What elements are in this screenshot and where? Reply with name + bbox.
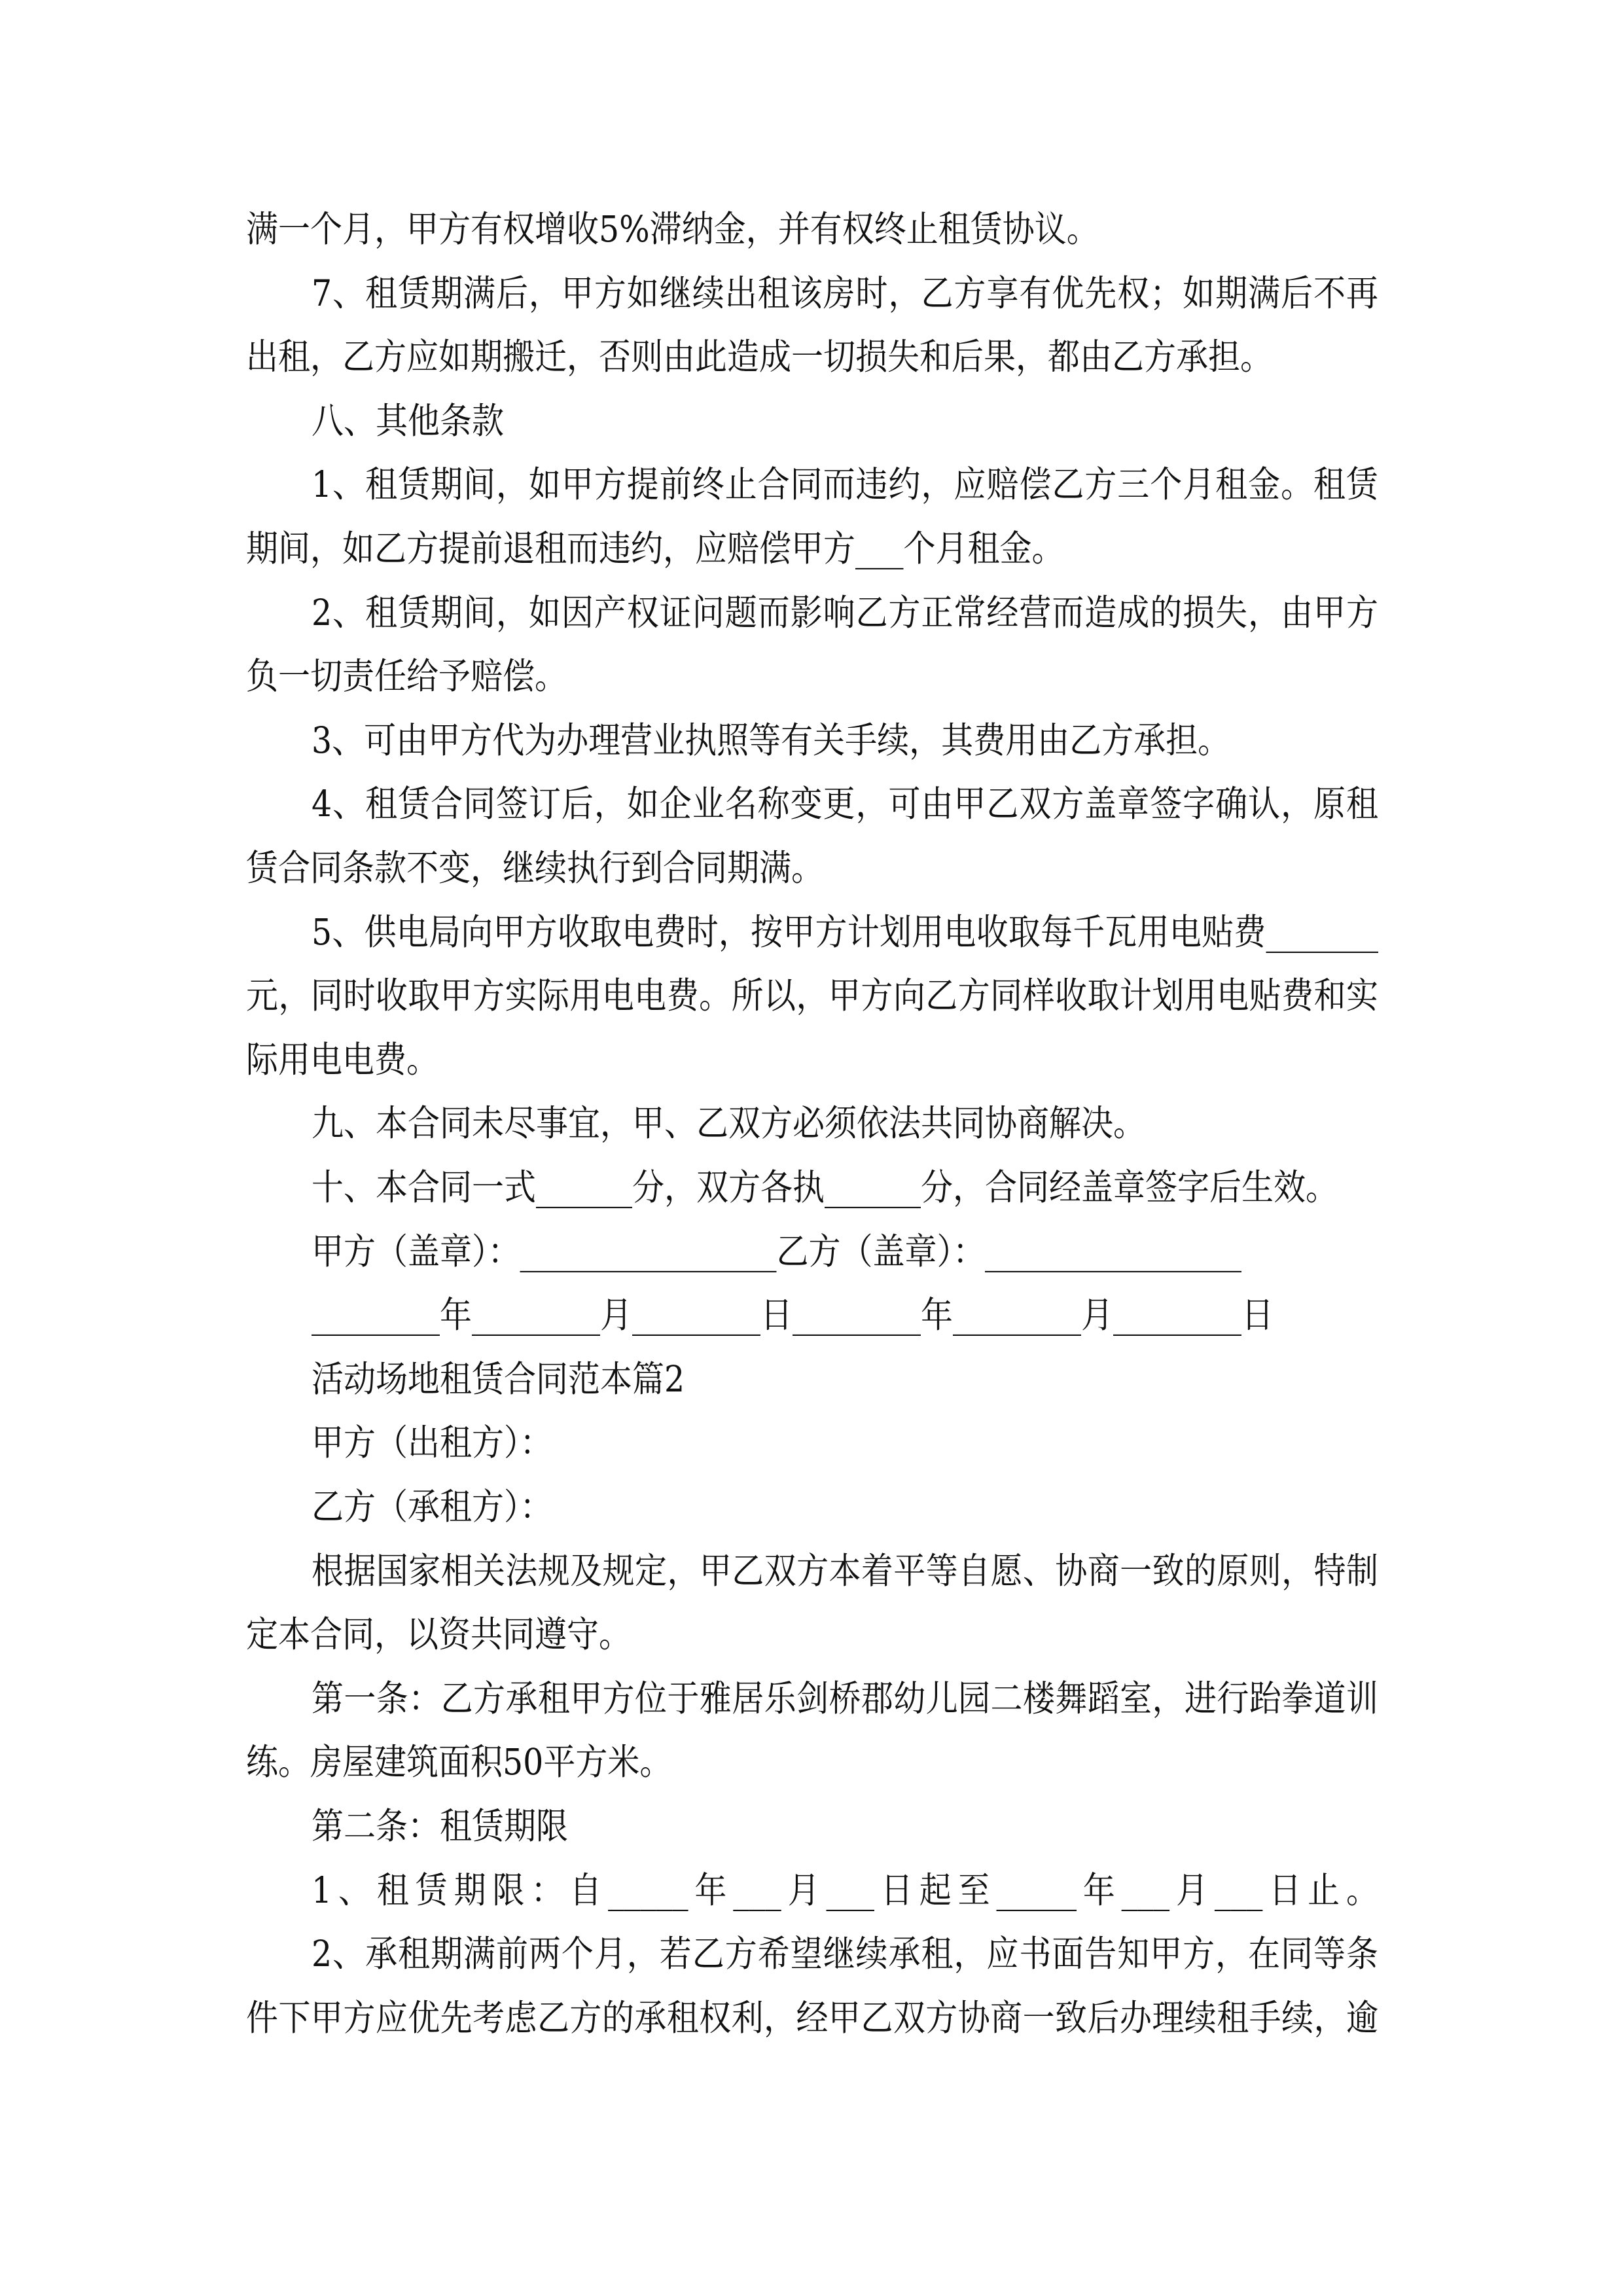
text-line: 3、可由甲方代为办理营业执照等有关手续，其费用由乙方承担。	[312, 719, 1230, 762]
text-line: 1、租赁期间，如甲方提前终止合同而违约，应赔偿乙方三个月租金。租赁	[312, 463, 1378, 506]
text-line: 际用电电费。	[246, 1039, 439, 1081]
text-line: 期间，如乙方提前退租而违约，应赔偿甲方___个月租金。	[246, 528, 1064, 570]
text-line: 负一切责任给予赔偿。	[246, 655, 567, 698]
text-line: 1、租赁期限：自_____年___月___日起至_____年___月___日止。	[312, 1869, 1378, 1911]
text-line: 定本合同，以资共同遵守。	[246, 1613, 632, 1656]
text-line: 甲方（出租方）：	[312, 1422, 552, 1464]
text-line: 八、其他条款	[312, 400, 505, 442]
text-line: 元，同时收取甲方实际用电电费。所以，甲方向乙方同样收取计划用电贴费和实	[246, 975, 1378, 1017]
text-line: ________年________月________日________年________月________日	[312, 1294, 1274, 1336]
text-line: 九、本合同未尽事宜，甲、乙双方必须依法共同协商解决。	[312, 1102, 1146, 1145]
text-line: 活动场地租赁合同范本篇2	[312, 1358, 685, 1401]
text-line: 根据国家相关法规及规定，甲乙双方本着平等自愿、协商一致的原则，特制	[312, 1550, 1378, 1592]
text-line: 第一条：乙方承租甲方位于雅居乐剑桥郡幼儿园二楼舞蹈室，进行跆拳道训	[312, 1677, 1378, 1720]
text-line: 乙方（承租方）：	[312, 1486, 552, 1528]
text-line: 满一个月，甲方有权增收5%滞纳金，并有权终止租赁协议。	[246, 208, 1099, 251]
text-line: 2、租赁期间，如因产权证问题而影响乙方正常经营而造成的损失，由甲方	[312, 592, 1378, 634]
text-line: 第二条：租赁期限	[312, 1805, 569, 1848]
text-line: 甲方（盖章）：________________乙方（盖章）：________________	[312, 1230, 1242, 1272]
text-line: 练。房屋建筑面积50平方米。	[246, 1741, 672, 1784]
text-line: 出租，乙方应如期搬迁，否则由此造成一切损失和后果，都由乙方承担。	[246, 336, 1273, 378]
text-line: 2、承租期满前两个月，若乙方希望继续承租，应书面告知甲方，在同等条	[312, 1933, 1378, 1975]
text-line: 赁合同条款不变，继续执行到合同期满。	[246, 847, 824, 889]
text-line: 7、租赁期满后，甲方如继续出租该房时，乙方享有优先权；如期满后不再	[312, 272, 1378, 314]
text-line: 5、供电局向甲方收取电费时，按甲方计划用电收取每千瓦用电贴费_______	[312, 911, 1378, 953]
text-line: 件下甲方应优先考虑乙方的承租权利，经甲乙双方协商一致后办理续租手续，逾	[246, 1997, 1378, 2039]
text-line: 4、租赁合同签订后，如企业名称变更，可由甲乙双方盖章签字确认，原租	[312, 783, 1378, 825]
text-line: 十、本合同一式______分，双方各执______分，合同经盖章签字后生效。	[312, 1166, 1338, 1209]
